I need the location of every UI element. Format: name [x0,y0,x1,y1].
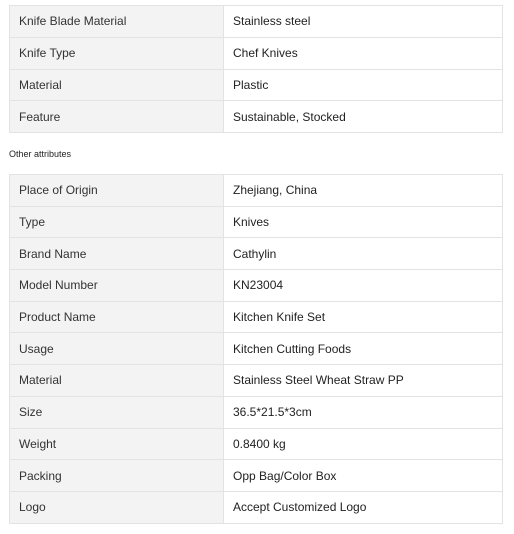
attribute-value: Knives [224,206,503,238]
attribute-label: Packing [10,460,224,492]
attribute-value: Cathylin [224,238,503,270]
attribute-label: Feature [10,101,224,133]
attribute-row [10,365,503,397]
attribute-row [10,206,503,238]
attribute-label: Weight [10,428,224,460]
attribute-row [10,428,503,460]
attribute-value: Opp Bag/Color Box [224,460,503,492]
attribute-row [10,37,503,69]
attribute-value: Chef Knives [224,37,503,69]
attribute-row [10,101,503,133]
attribute-row [10,333,503,365]
attribute-value: KN23004 [224,270,503,302]
other-attributes-heading: Other attributes [9,149,72,159]
attribute-label: Material [10,365,224,397]
attribute-value: 0.8400 kg [224,428,503,460]
attribute-value: Zhejiang, China [224,175,503,207]
attribute-row [10,396,503,428]
attribute-label: Logo [10,491,224,523]
attribute-value: Plastic [224,69,503,101]
attribute-label: Brand Name [10,238,224,270]
attribute-row [10,491,503,523]
attribute-row [10,270,503,302]
attribute-value: Stainless Steel Wheat Straw PP [224,365,503,397]
attribute-row [10,301,503,333]
attribute-row [10,238,503,270]
attribute-value: Stainless steel [224,6,503,38]
attribute-row [10,175,503,207]
attribute-label: Product Name [10,301,224,333]
attribute-value: Sustainable, Stocked [224,101,503,133]
attribute-label: Usage [10,333,224,365]
attribute-label: Size [10,396,224,428]
attribute-row [10,69,503,101]
attribute-label: Material [10,69,224,101]
attribute-value: Kitchen Cutting Foods [224,333,503,365]
attribute-label: Model Number [10,270,224,302]
attribute-value: Accept Customized Logo [224,491,503,523]
attribute-value: Kitchen Knife Set [224,301,503,333]
attribute-row [10,460,503,492]
attribute-row [10,6,503,38]
key-attributes-table [9,5,503,133]
attribute-label: Knife Blade Material [10,6,224,38]
attribute-label: Knife Type [10,37,224,69]
attribute-value: 36.5*21.5*3cm [224,396,503,428]
attribute-label: Place of Origin [10,175,224,207]
attribute-label: Type [10,206,224,238]
other-attributes-table [9,174,503,524]
